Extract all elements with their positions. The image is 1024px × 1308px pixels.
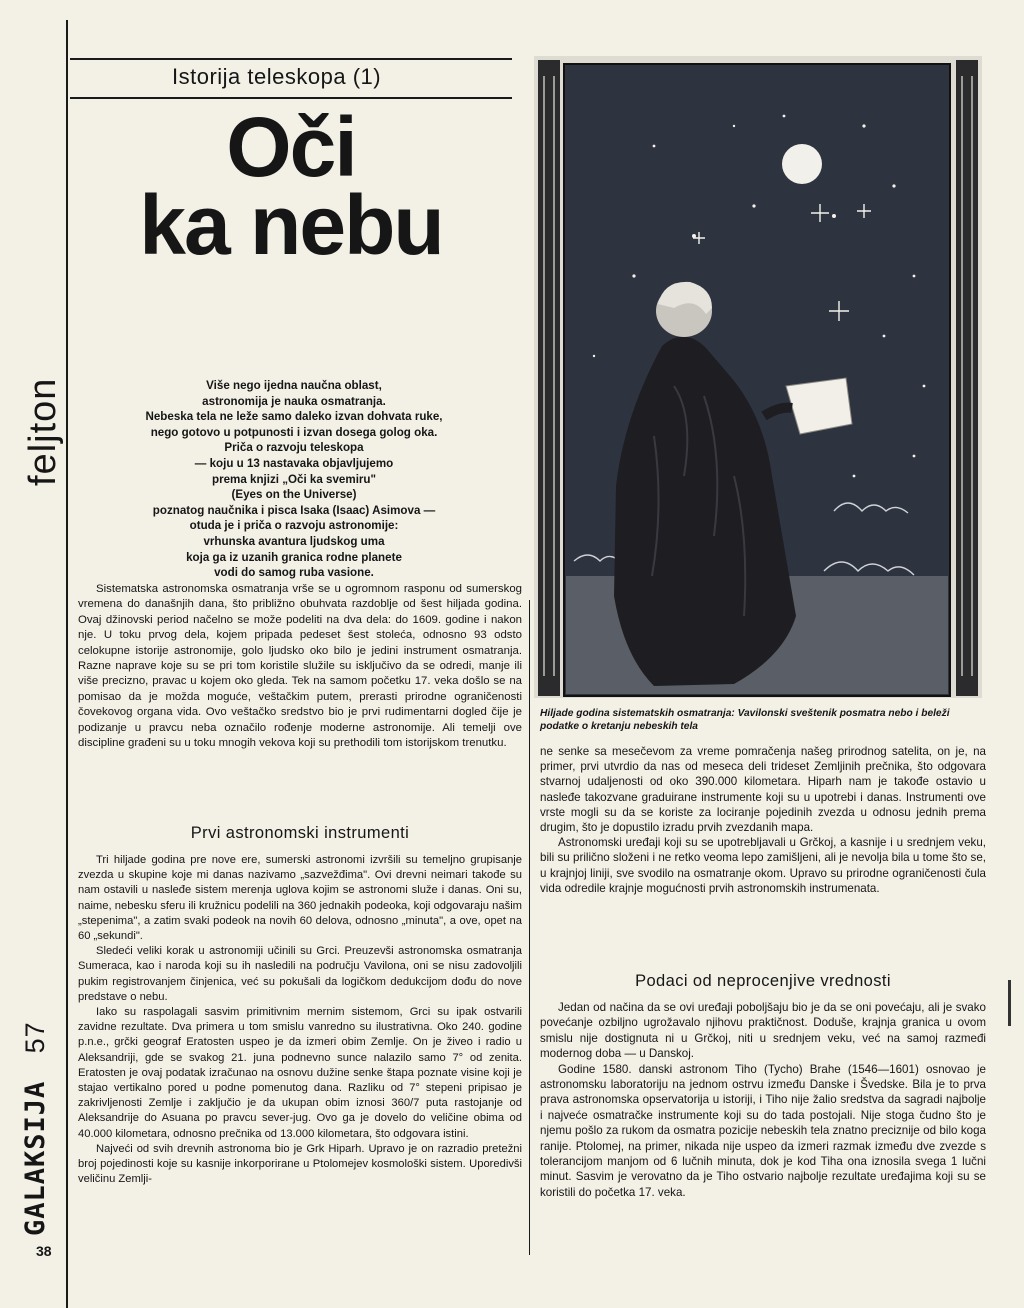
headline-line-2: ka nebu [139, 178, 443, 272]
right-column-upper [540, 744, 986, 896]
illustration-svg [534, 56, 982, 698]
intro-line: (Eyes on the Universe) [231, 488, 357, 502]
body-paragraph: Najveći od svih drevnih astronoma bio je Grk Hiparh. Upravo je on razradio pretežni broj pojedinosti koje su kasnije inkorporirane u Ptolomejev kosmološki sistem. Uporedivši veličinu Zemlji- [78, 1142, 522, 1186]
left-column-lower [78, 853, 522, 1187]
magazine-logo [20, 1021, 51, 1236]
intro-line: — koju u 13 nastavaka objavljujemo [194, 456, 394, 470]
illustration-caption: Hiljade godina sistematskih osmatranja: Vavilonski sveštenik posmatra nebo i beleži podatke o kretanju nebeskih tela [540, 708, 950, 732]
header-rule-bottom [70, 97, 512, 99]
headline [70, 100, 512, 272]
intro-line: vrhunska avantura ljudskog uma [203, 534, 385, 548]
intro-line: poznatog naučnika i pisca Isaka (Isaac) Asimova — [152, 503, 436, 517]
series-label: Istorija teleskopa (1) [172, 64, 382, 89]
subhead-priceless-data: Podaci od neprocenjive vrednosti [635, 972, 891, 990]
intro-line: prema knjizi „Oči ka svemiru" [211, 472, 377, 486]
subhead-first-instruments: Prvi astronomski instrumenti [190, 824, 410, 842]
body-paragraph: Sistematska astronomska osmatranja vrše se u ogromnom rasponu od sumerskog vremena do današnjih dana, što približno obuhvata razdoblje od šest hiljada godina. Ovaj džinovski period načelno se može podeliti na dva dela: do 1609. godine i nakon nje. U toku prvog dela, kojem pripada pedeset šest stoleća, odnosno 93 odsto celokupne istorije astronomije, golo ljudsko oko bilo je jedini instrument osmatranja. Razne naprave koje su se pri tom koristile služile su isključivo da se odredi, manje ili više precizno, pravac u kojem oko gleda. Tek na samom početku 17. veka došlo se na pomisao da je možda moguće, veštačkim putem, prerasti prirodne ograničenosti čovekovog organa vida. Ovo veštačko sredstvo bio je prvi rudimentarni dogled čije je podizanje u pravcu neba označilo rođenje moderne astronomije. Ali temelji ove discipline građeni su u toku mnogih vekova koji su prethodili tom istorijskom trenutku. [78, 583, 522, 750]
headline-line-1: Oči [226, 100, 356, 194]
intro-line: otuda je i priča o razvoju astronomije: [189, 519, 399, 533]
edge-mark [1008, 980, 1011, 1026]
margin-rule [66, 20, 68, 1308]
body-paragraph: Godine 1580. danski astronom Tiho (Tycho) Brahe (1546—1601) osnovao je astronomsku laboratoriju na jednom ostrvu između Danske i Švedske. Bila je to prva prava astronomska opservatorija u istoriji, i Tiho nije žalio sredstva da sagradi najbolje i najveće osmatračke instrumente koji su do tada postojali. Nije stoga čudno što je njemu pošlo za rukom da osmatra pozicije nebeskih tela znatno preciznije od bilo koga ranije. Ptolomej, na primer, nikada nije uspeo da izmeri razmak između dve zvezde s tolerancijom manjom od 6 lučnih minuta, dok je kod Tiha ona iznosila svega 1 lučni minut. Sasvim je verovatno da je Tiho ostvario najbolje rezultate uređajima koji su se koristili do početka 17. veka. [540, 1062, 986, 1199]
intro-line: nego gotovo u potpunosti i izvan dosega golog oka. [150, 425, 438, 439]
body-paragraph: Sledeći veliki korak u astronomiji učinili su Grci. Preuzevši astronomska osmatranja Sumeraca, kao i naroda koji su ih nasledili na području Vavilona, oni se nisu zadovoljili pukim registrovanjem činjenica, već su pokušali da logičkom dedukcijom dođu do nove predstave o nebu. [78, 945, 522, 1003]
issue-number: 57 [20, 1021, 50, 1054]
body-paragraph: Astronomski uređaji koji su se upotrebljavali u Grčkoj, a kasnije i u srednjem veku, bili su prilično složeni i ne retko veoma lepo zamišljeni, ali je nevolja bila u tome što se, u krajnjoj liniji, sve svodilo na osmatranje okom. Upravo su prirodne ograničenosti čula vida odredile krajnje mogućnosti prvih astronomskih instrumenata. [540, 836, 986, 895]
intro-line: astronomija je nauka osmatranja. [202, 394, 386, 408]
intro-line: Više nego ijedna naučna oblast, [206, 379, 382, 392]
body-paragraph: Tri hiljade godina pre nove ere, sumerski astronomi izvršili su temeljno grupisanje zvezda u skupine koje mi danas nazivamo „sazvežđima". Ovi drevni neimari takođe su nam ostavili u nasleđe sistem merenja uglova kojim se astronomi služe i danas. Oni su, naime, nebesku sferu ili kružnicu podelili na 360 jednakih podeoka, koji odgovaraju našim „stepenima", a zatim svaki podeok na novih 60 delova, odnosno „minuta", a ove, opet na 60 „sekundi". [78, 854, 522, 943]
left-column-upper [78, 582, 522, 751]
body-paragraph: Iako su raspolagali sasvim primitivnim mernim sistemom, Grci su ipak ostvarili zavidne rezultate. Dva primera u tom smislu vanredno su ilustrativna. Oko 240. godine p.n.e., grčki geograf Eratosten uspeo je da izmeri obim Zemlje. On je živeo i radio u Aleksandriji, gde se svakog 21. juna podnevno sunce nalazilo samo 7° od zenita. Eratosten je ovaj podatak izračunao na osnovu dužine senke štapa poznate visine koji je stajao vertikalno pored u podne pomenutog dana. Razliku od 7° stepeni pripisao je zakrivljenosti Zemlje i zaključio je da ukupan obim iznosi 360/7 puta rastojanje od Aleksandrije do Asuana po pravcu sever-jug. Ovo ga je dovelo do veličine obima od 40.000 kilometara, odnosno prečnika od 13.000 kilometara, što odgovara istini. [78, 1006, 522, 1140]
header-rule-top [70, 58, 512, 60]
intro-line: Priča o razvoju teleskopa [224, 441, 364, 455]
page-number: 38 [36, 1243, 52, 1259]
intro-line: Nebeska tela ne leže samo daleko izvan dohvata ruke, [145, 410, 443, 424]
magazine-name: GALAKSIJA [20, 1080, 51, 1236]
illustration-babylonian-priest [534, 56, 982, 698]
intro-line: koja ga iz uzanih granica rodne planete [186, 550, 402, 564]
right-column-lower [540, 1000, 986, 1200]
body-paragraph: Jedan od načina da se ovi uređaji poboljšaju bio je da se oni povećaju, ali je svako povećanje ozbiljno ugrožavalo njihovu praktičnost. Doduše, krajnja granica u ovom smislu nije dostignuta ni u Grčkoj, niti u srednjem veku, već na samoj razmeđi modernog doba — u Danskoj. [540, 1001, 986, 1061]
intro-lede [84, 378, 504, 581]
section-label: feljton [22, 377, 64, 486]
intro-line: vodi do samog ruba vasione. [214, 566, 374, 580]
body-paragraph: ne senke sa mesečevom za vreme pomračenja našeg prirodnog satelita, on je, na primer, prvi utvrdio da nas od meseca deli trideset Zemljinih prečnika, što odgovara stvarnoj udaljenosti od oko 390.000 kilometara. Hiparh nam je takođe ostavio u nasleđe takozvane graduirane instrumente koji su u upotrebi i danas. Instrumenti ove vrste mogli su da se koriste za lociranje pojedinih zvezda u odnosu jednih prema drugim, što je dopustilo izradu prvih zvezdanih mapa. [540, 745, 986, 835]
column-divider [529, 600, 530, 1255]
